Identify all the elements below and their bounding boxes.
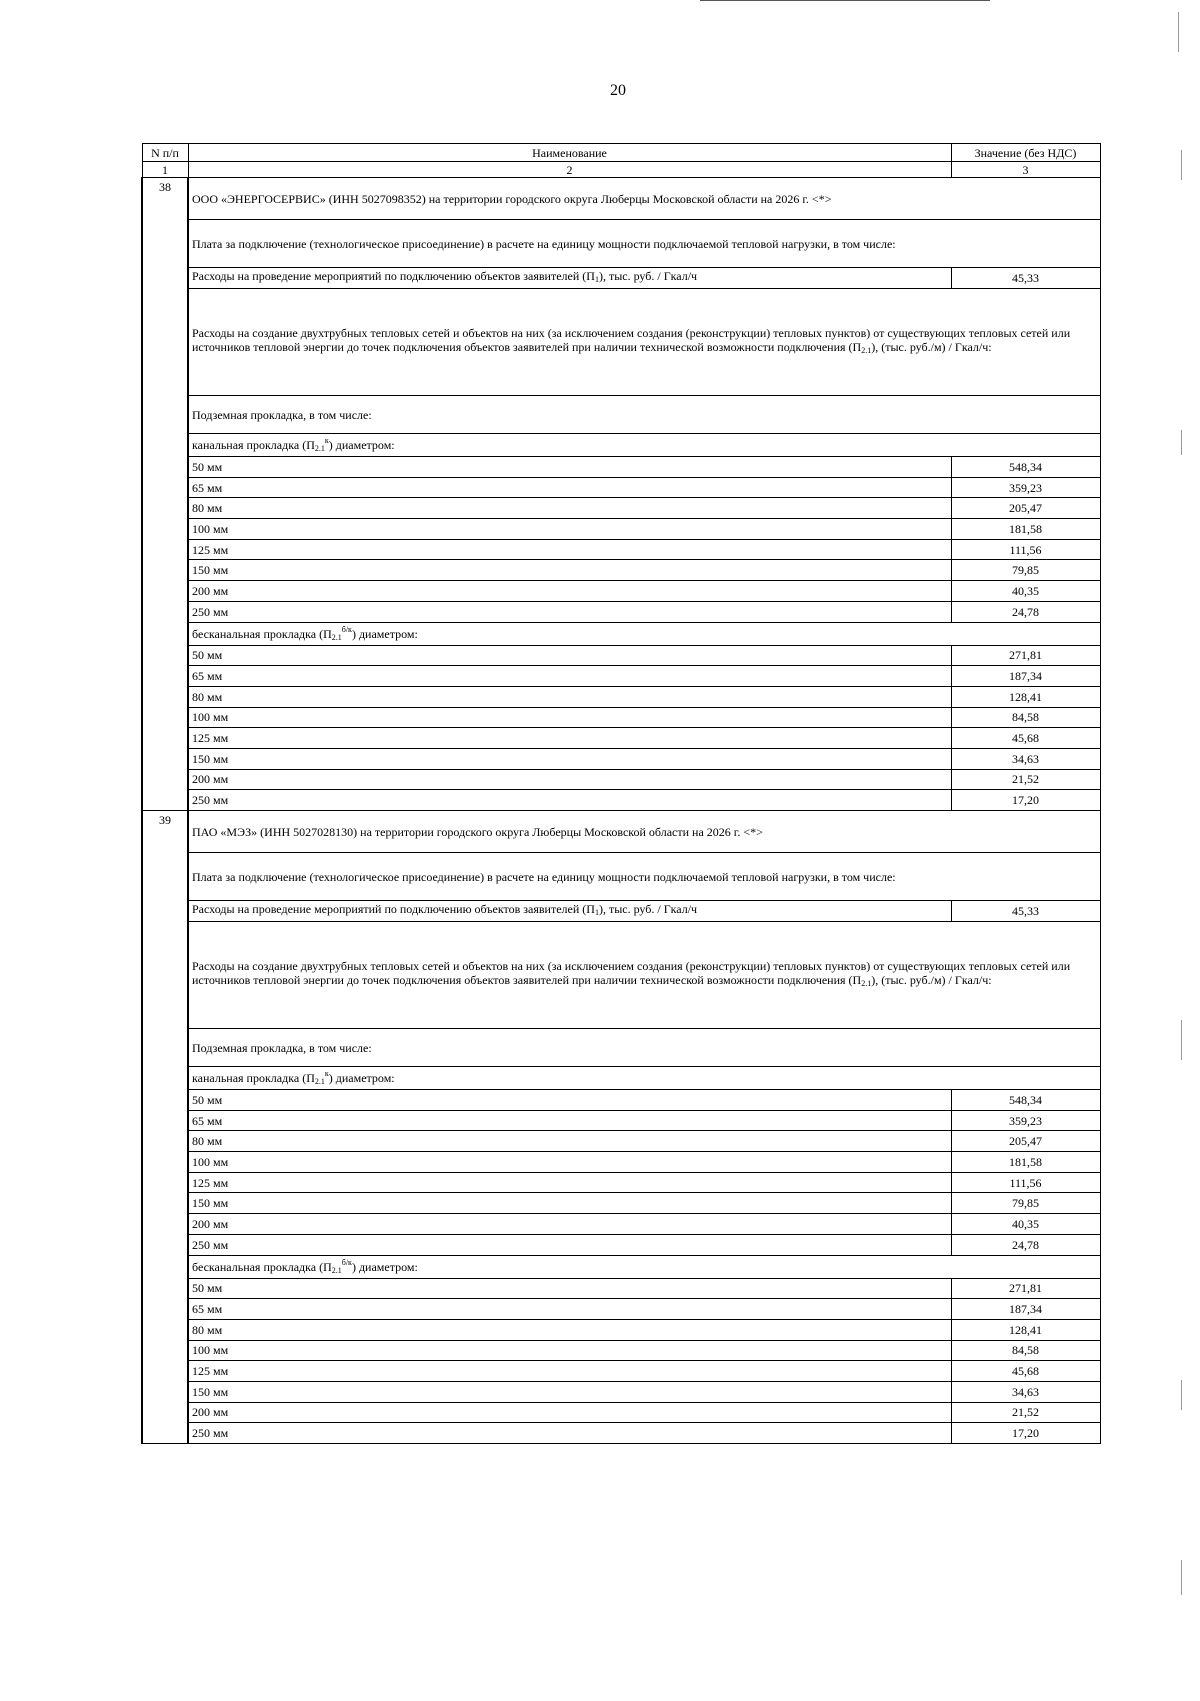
diameter-label: 200 мм [188,1402,951,1423]
p1-row [142,268,1100,289]
nochannel-heading-text: бесканальная прокладка (П [192,1259,332,1274]
channel-diameter-row [142,601,1100,622]
channel-diameter-row [142,498,1100,519]
scan-margin-mark [1181,1560,1182,1595]
diameter-value: 45,68 [951,728,1100,749]
diameter-label: 250 мм [188,1234,951,1255]
payment-label-row [142,220,1100,268]
nochannel-diameter-row [142,1423,1100,1444]
diameter-label: 200 мм [188,1214,951,1235]
diameter-value: 21,52 [951,1402,1100,1423]
diameter-value: 181,58 [951,1152,1100,1173]
diameter-value: 548,34 [951,1090,1100,1111]
nochannel-heading [188,622,1100,645]
diameter-label: 100 мм [188,519,951,540]
channel-diameter-row [142,1193,1100,1214]
entry-company-name: ПАО «МЭЗ» (ИНН 5027028130) на территории городского округа Люберцы Московской области на 2026 г. <*> [188,811,1100,853]
diameter-label: 150 мм [188,1193,951,1214]
diameter-value: 205,47 [951,498,1100,519]
header-numbers-row [142,162,1100,178]
nochannel-heading-tail: ) диаметром: [351,626,418,641]
header-col-num: N п/п [142,144,188,162]
tariff-table [141,143,1101,1444]
payment-label-row [142,853,1100,901]
scan-edge-line [700,0,990,1]
diameter-label: 50 мм [188,1278,951,1299]
nochannel-diameter-row [142,645,1100,666]
underground-row [142,1029,1100,1067]
diameter-label: 50 мм [188,1090,951,1111]
entry-company-name: ООО «ЭНЕРГОСЕРВИС» (ИНН 5027098352) на территории городского округа Люберцы Московской области на 2026 г. <*> [188,178,1100,220]
header-num-2: 2 [188,162,951,178]
diameter-value: 34,63 [951,1381,1100,1402]
p21-subscript: 2.1 [861,979,872,988]
p1-label-tail: ), тыс. руб. / Гкал/ч [598,902,698,916]
p1-label [188,268,951,289]
p21-text-tail: ), (тыс. руб./м) / Гкал/ч: [871,973,992,987]
p1-label-tail: ), тыс. руб. / Гкал/ч [598,269,698,283]
nochannel-diameter-row [142,1402,1100,1423]
p21-description-row [142,922,1100,1029]
diameter-label: 80 мм [188,1319,951,1340]
p21-text: Расходы на создание двухтрубных тепловых сетей и объектов на них (за исключением создания (реконструкции) тепловых пунктов) от существующих тепловых сетей или источников тепловой энергии до точек подключения объектов заявителей при наличии технической возможности подключения (П [192,326,1071,354]
diameter-label: 80 мм [188,1131,951,1152]
channel-diameter-row [142,1152,1100,1173]
nochannel-heading [188,1255,1100,1278]
channel-heading [188,1067,1100,1090]
channel-diameter-row [142,1090,1100,1111]
p21-description [188,922,1100,1029]
entry-number: 39 [142,811,188,1444]
diameter-label: 65 мм [188,1110,951,1131]
diameter-value: 24,78 [951,1234,1100,1255]
diameter-value: 34,63 [951,748,1100,769]
entry-number: 38 [142,178,188,811]
channel-subscript: 2.1 [314,1077,325,1086]
nochannel-diameter-row [142,769,1100,790]
diameter-value: 40,35 [951,581,1100,602]
channel-diameter-row [142,519,1100,540]
channel-heading-tail: ) диаметром: [328,438,395,452]
nochannel-subscript: 2.1 [331,632,342,642]
channel-superscript: к [324,1069,329,1078]
diameter-label: 80 мм [188,498,951,519]
nochannel-diameter-row [142,1361,1100,1382]
diameter-label: 65 мм [188,477,951,498]
diameter-label: 200 мм [188,581,951,602]
p1-label-text: Расходы на проведение мероприятий по подключению объектов заявителей (П [192,269,595,283]
diameter-label: 125 мм [188,1172,951,1193]
diameter-value: 128,41 [951,686,1100,707]
underground-row [142,396,1100,434]
diameter-label: 50 мм [188,645,951,666]
channel-diameter-row [142,457,1100,478]
underground-label: Подземная прокладка, в том числе: [188,396,1100,434]
channel-diameter-row [142,1131,1100,1152]
payment-label: Плата за подключение (технологическое присоединение) в расчете на единицу мощности подключаемой тепловой нагрузки, в том числе: [188,220,1100,268]
nochannel-heading-tail: ) диаметром: [351,1259,418,1274]
channel-heading-text: канальная прокладка (П [192,1071,315,1085]
p1-label [188,901,951,922]
diameter-label: 250 мм [188,601,951,622]
diameter-value: 24,78 [951,601,1100,622]
diameter-value: 111,56 [951,539,1100,560]
diameter-value: 111,56 [951,1172,1100,1193]
diameter-value: 84,58 [951,1340,1100,1361]
channel-diameter-row [142,1172,1100,1193]
diameter-value: 271,81 [951,1278,1100,1299]
diameter-value: 17,20 [951,790,1100,811]
page-number: 20 [610,82,626,99]
p1-value: 45,33 [951,901,1100,922]
diameter-label: 125 мм [188,728,951,749]
diameter-label: 100 мм [188,1340,951,1361]
nochannel-diameter-row [142,1278,1100,1299]
nochannel-diameter-row [142,1319,1100,1340]
diameter-label: 100 мм [188,1152,951,1173]
diameter-label: 150 мм [188,748,951,769]
header-row [142,144,1100,162]
diameter-value: 548,34 [951,457,1100,478]
channel-diameter-row [142,477,1100,498]
channel-heading-row [142,1067,1100,1090]
nochannel-diameter-row [142,666,1100,687]
diameter-label: 65 мм [188,666,951,687]
tariff-table-body [142,144,1100,1444]
nochannel-diameter-row [142,707,1100,728]
diameter-label: 65 мм [188,1299,951,1320]
diameter-label: 125 мм [188,539,951,560]
nochannel-superscript: б/к [341,1257,352,1267]
p21-description-row [142,289,1100,396]
diameter-value: 84,58 [951,707,1100,728]
nochannel-diameter-row [142,686,1100,707]
channel-heading-row [142,434,1100,457]
p1-subscript: 1 [594,908,599,917]
channel-diameter-row [142,1214,1100,1235]
diameter-value: 21,52 [951,769,1100,790]
diameter-value: 205,47 [951,1131,1100,1152]
diameter-label: 200 мм [188,769,951,790]
nochannel-heading-row [142,1255,1100,1278]
diameter-label: 250 мм [188,790,951,811]
channel-heading [188,434,1100,457]
nochannel-heading-text: бесканальная прокладка (П [192,626,332,641]
p1-label-text: Расходы на проведение мероприятий по подключению объектов заявителей (П [192,902,595,916]
p1-row [142,901,1100,922]
p21-text-tail: ), (тыс. руб./м) / Гкал/ч: [871,340,992,354]
p21-description [188,289,1100,396]
diameter-value: 187,34 [951,666,1100,687]
diameter-value: 40,35 [951,1214,1100,1235]
nochannel-diameter-row [142,790,1100,811]
channel-diameter-row [142,1110,1100,1131]
channel-heading-tail: ) диаметром: [328,1071,395,1085]
diameter-value: 45,68 [951,1361,1100,1382]
channel-diameter-row [142,560,1100,581]
nochannel-diameter-row [142,1381,1100,1402]
nochannel-subscript: 2.1 [331,1265,342,1275]
diameter-label: 150 мм [188,1381,951,1402]
header-col-name: Наименование [188,144,951,162]
diameter-value: 79,85 [951,560,1100,581]
p1-subscript: 1 [594,275,599,284]
diameter-value: 79,85 [951,1193,1100,1214]
underground-label: Подземная прокладка, в том числе: [188,1029,1100,1067]
scan-margin-mark [1181,150,1182,180]
diameter-label: 50 мм [188,457,951,478]
header-num-3: 3 [951,162,1100,178]
nochannel-heading-row [142,622,1100,645]
entry-company-row [142,811,1100,853]
diameter-value: 187,34 [951,1299,1100,1320]
channel-subscript: 2.1 [314,444,325,453]
diameter-value: 17,20 [951,1423,1100,1444]
diameter-value: 128,41 [951,1319,1100,1340]
channel-superscript: к [324,436,329,445]
diameter-value: 359,23 [951,477,1100,498]
nochannel-diameter-row [142,748,1100,769]
channel-diameter-row [142,539,1100,560]
scan-margin-mark [1178,12,1179,52]
scan-margin-mark [1181,430,1182,455]
channel-heading-text: канальная прокладка (П [192,438,315,452]
nochannel-superscript: б/к [341,624,352,634]
channel-diameter-row [142,581,1100,602]
diameter-label: 250 мм [188,1423,951,1444]
nochannel-diameter-row [142,1299,1100,1320]
nochannel-diameter-row [142,728,1100,749]
scan-margin-mark [1181,1020,1182,1060]
p21-text: Расходы на создание двухтрубных тепловых сетей и объектов на них (за исключением создания (реконструкции) тепловых пунктов) от существующих тепловых сетей или источников тепловой энергии до точек подключения объектов заявителей при наличии технической возможности подключения (П [192,959,1071,987]
diameter-value: 271,81 [951,645,1100,666]
entry-company-row [142,178,1100,220]
header-num-1: 1 [142,162,188,178]
header-col-value: Значение (без НДС) [951,144,1100,162]
diameter-label: 80 мм [188,686,951,707]
diameter-label: 150 мм [188,560,951,581]
diameter-value: 359,23 [951,1110,1100,1131]
diameter-value: 181,58 [951,519,1100,540]
diameter-label: 125 мм [188,1361,951,1382]
scan-margin-mark [1181,1380,1182,1410]
p21-subscript: 2.1 [861,346,872,355]
nochannel-diameter-row [142,1340,1100,1361]
channel-diameter-row [142,1234,1100,1255]
p1-value: 45,33 [951,268,1100,289]
diameter-label: 100 мм [188,707,951,728]
payment-label: Плата за подключение (технологическое присоединение) в расчете на единицу мощности подключаемой тепловой нагрузки, в том числе: [188,853,1100,901]
